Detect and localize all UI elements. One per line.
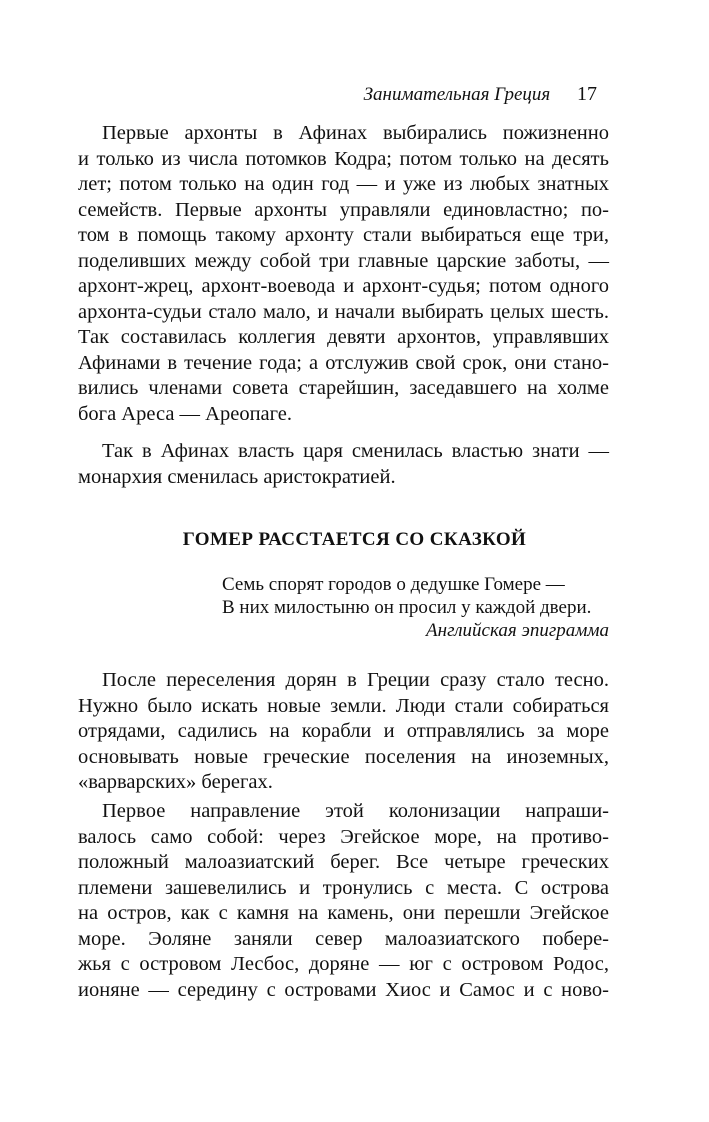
- text-line: море. Эоляне заняли север малоазиатского побере-: [78, 927, 609, 950]
- text-line: архонта-судьи стало мало, и начали выбирать целых шесть.: [78, 300, 609, 323]
- section-heading: ГОМЕР РАССТАЕТСЯ СО СКАЗКОЙ: [182, 529, 527, 550]
- text-line: архонт-жрец, архонт-воевода и архонт-судья; потом одного: [78, 275, 609, 297]
- text-line: том в помощь такому архонту стали выбираться еще три,: [78, 224, 609, 246]
- text-line: После переселения дорян в Греции сразу стало тесно.: [102, 669, 609, 691]
- paragraph-colonization: [78, 799, 609, 1003]
- text-line: племени зашевелились и тронулись с места. С острова: [78, 876, 609, 899]
- epigraph-source: Английская эпиграмма: [426, 620, 609, 641]
- text-line: поделивших между собой три главные царские заботы, —: [78, 249, 609, 272]
- epigraph: [222, 573, 609, 643]
- text-line: бога Ареса — Ареопаге.: [78, 402, 293, 425]
- text-line: ионяне — середину с островами Хиос и Самос и с ново-: [78, 978, 609, 1001]
- text-line: на остров, как с камня на камень, они перешли Эгейское: [78, 902, 609, 924]
- text-line: валось само собой: через Эгейское море, на противо-: [78, 825, 609, 848]
- text-line: Так составилась коллегия девяти архонтов, управлявших: [78, 326, 609, 348]
- paragraph-archons: [78, 121, 609, 427]
- text-line: основывать новые греческие поселения на иноземных,: [78, 745, 609, 768]
- text-line: жья с островом Лесбос, доряне — юг с островом Родос,: [78, 953, 609, 975]
- epigraph-line: В них милостыню он просил у каждой двери.: [222, 597, 592, 618]
- text-line: Первые архонты в Афинах выбирались пожизненно: [102, 122, 609, 144]
- running-head-title: Занимательная Греция: [363, 84, 551, 105]
- running-head: [364, 82, 597, 107]
- text-line: Афинами в течение года; а отслужив свой срок, они стано-: [78, 351, 609, 374]
- paragraph-resettlement: [78, 668, 609, 796]
- text-line: Первое направление этой колонизации напраши-: [102, 800, 609, 822]
- text-line: положный малоазиатский берег. Все четыре греческих: [78, 851, 609, 873]
- text-line: и только из числа потомков Кодра; потом только на десять: [78, 147, 609, 170]
- text-line: «варварских» берегах.: [78, 771, 273, 793]
- text-line: лет; потом только на один год — и уже из любых знатных: [78, 173, 609, 195]
- text-line: отрядами, садились на корабли и отправлялись за море: [78, 720, 609, 742]
- text-line: Нужно было искать новые земли. Люди стали собираться: [78, 694, 609, 717]
- text-line: семейств. Первые архонты управляли единовластно; по-: [78, 198, 609, 221]
- text-line: Так в Афинах власть царя сменилась властью знати —: [102, 440, 609, 462]
- text-line: вились членами совета старейшин, заседавшего на холме: [78, 377, 609, 399]
- paragraph-aristocracy: [78, 439, 609, 490]
- text-line: монархия сменилась аристократией.: [78, 465, 396, 488]
- epigraph-line: Семь спорят городов о дедушке Гомере —: [222, 574, 565, 595]
- page-number: 17: [577, 83, 597, 105]
